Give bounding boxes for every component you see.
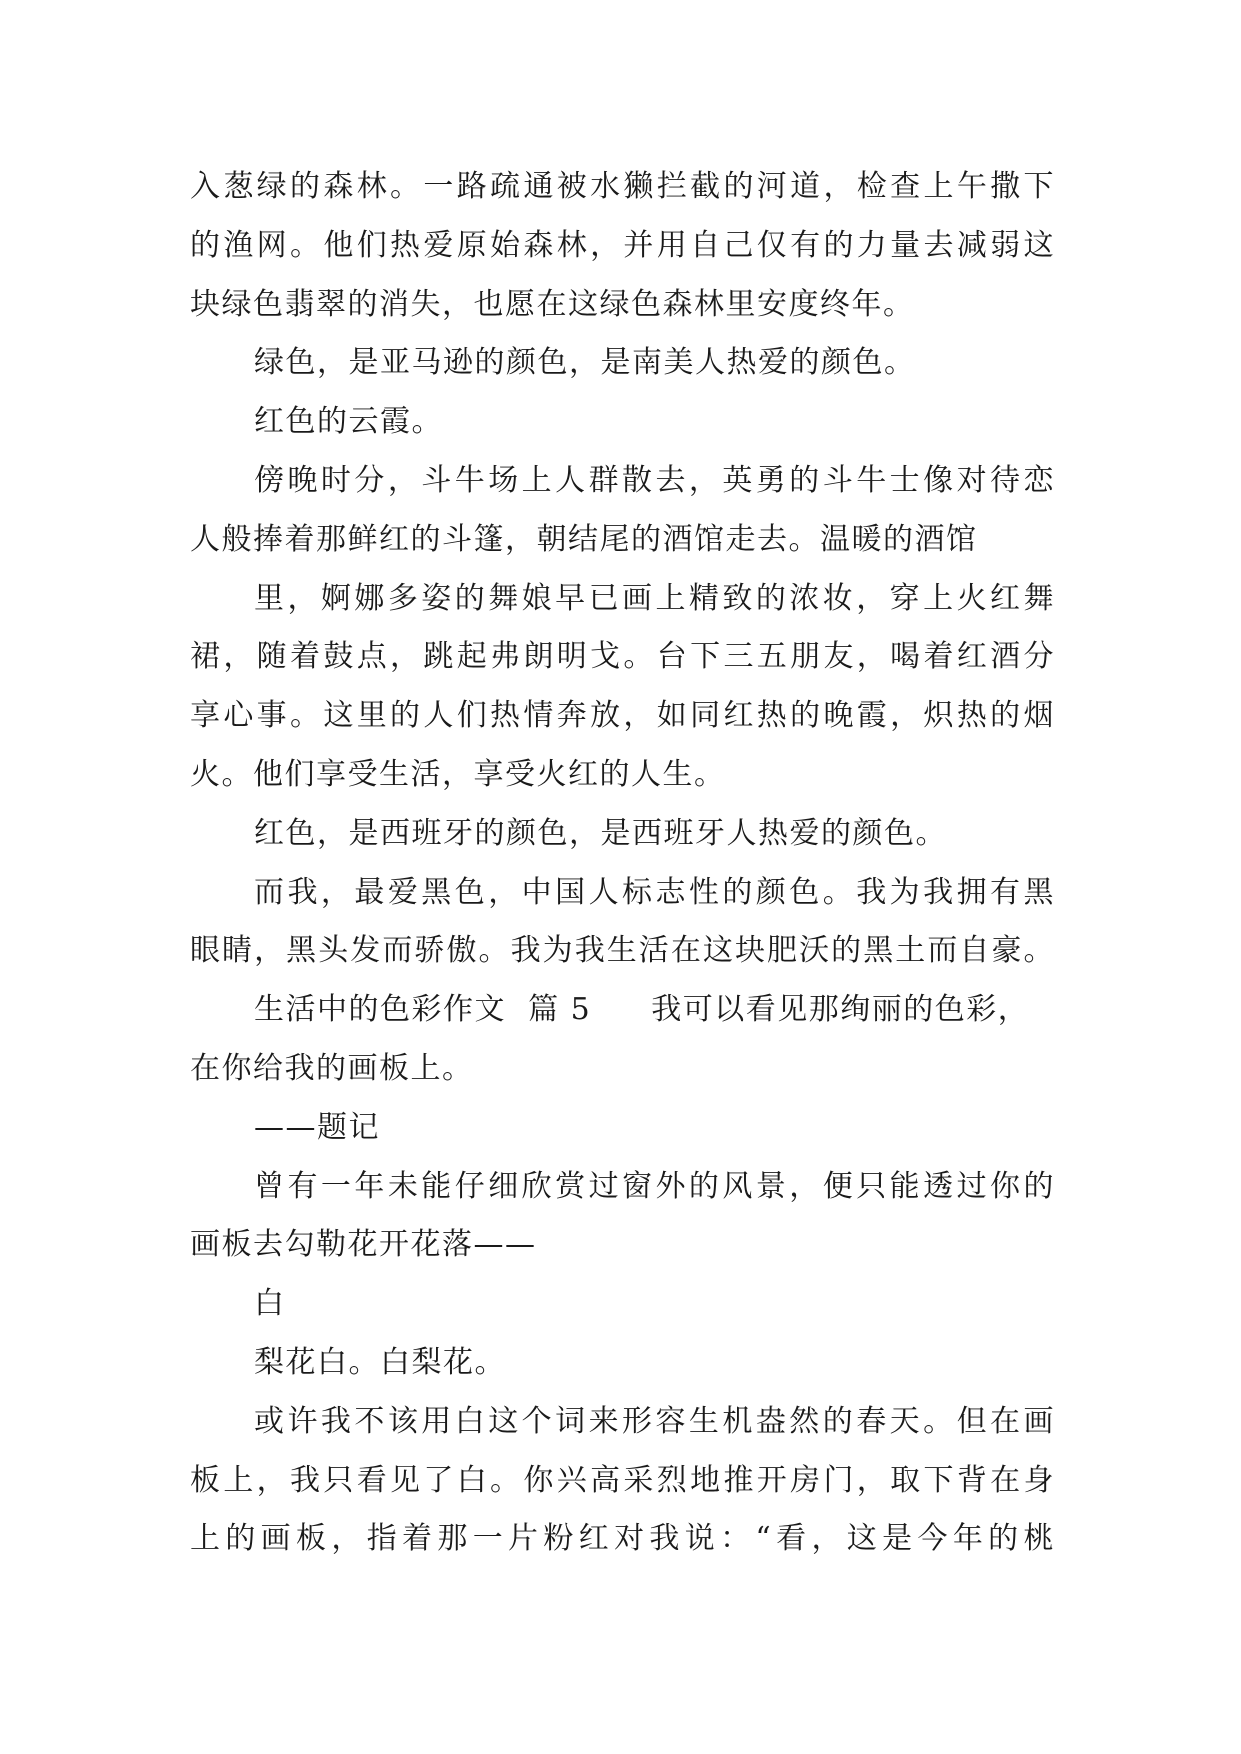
text-line: 里，婀娜多姿的舞娘早已画上精致的浓妆，穿上火红舞 xyxy=(254,580,1055,616)
text-line: 红色的云霞。 xyxy=(254,404,443,440)
text-fragment: 我可以看见那绚丽的色彩， xyxy=(651,992,1030,1028)
text-line: 白 xyxy=(254,1286,286,1322)
text-line: 红色，是西班牙的颜色，是西班牙人热爱的颜色。 xyxy=(254,815,947,851)
text-line: 入葱绿的森林。一路疏通被水獭拦截的河道，检查上午撒下 xyxy=(190,169,1055,204)
text-line: 上的画板，指着那一片粉红对我说：“看，这是今年的桃 xyxy=(190,1521,1055,1557)
text-line: 梨花白。白梨花。 xyxy=(254,1344,506,1380)
text-line: 画板去勾勒花开花落—— xyxy=(190,1227,537,1263)
text-line: 曾有一年未能仔细欣赏过窗外的风景，便只能透过你的 xyxy=(254,1168,1055,1204)
text-line: 块绿色翡翠的消失，也愿在这绿色森林里安度终年。 xyxy=(190,286,915,322)
text-line: 火。他们享受生活，享受火红的人生。 xyxy=(190,756,726,792)
text-line: 眼睛，黑头发而骄傲。我为我生活在这块肥沃的黑土而自豪。 xyxy=(190,933,1055,969)
document-body xyxy=(190,158,1055,1569)
text-line: 的渔网。他们热爱原始森林，并用自己仅有的力量去减弱这 xyxy=(190,227,1055,263)
text-line: ——题记 xyxy=(254,1109,380,1145)
text-line: 人般捧着那鲜红的斗篷，朝结尾的酒馆走去。温暖的酒馆 xyxy=(190,521,978,557)
text-line-heading xyxy=(190,981,1055,1040)
text-line: 在你给我的画板上。 xyxy=(190,1050,474,1086)
text-line: 裙，随着鼓点，跳起弗朗明戈。台下三五朋友，喝着红酒分 xyxy=(190,639,1055,675)
text-line: 而我，最爱黑色，中国人标志性的颜色。我为我拥有黑 xyxy=(254,874,1055,910)
text-line: 享心事。这里的人们热情奔放，如同红热的晚霞，炽热的烟 xyxy=(190,698,1055,734)
section-heading: 生活中的色彩作文 篇 5 xyxy=(254,992,592,1028)
text-line: 板上，我只看见了白。你兴高采烈地推开房门，取下背在身 xyxy=(190,1462,1055,1498)
text-line: 或许我不该用白这个词来形容生机盎然的春天。但在画 xyxy=(254,1403,1055,1439)
text-line: 傍晚时分，斗牛场上人群散去，英勇的斗牛士像对待恋 xyxy=(254,462,1055,498)
text-line: 绿色，是亚马逊的颜色，是南美人热爱的颜色。 xyxy=(254,345,916,381)
